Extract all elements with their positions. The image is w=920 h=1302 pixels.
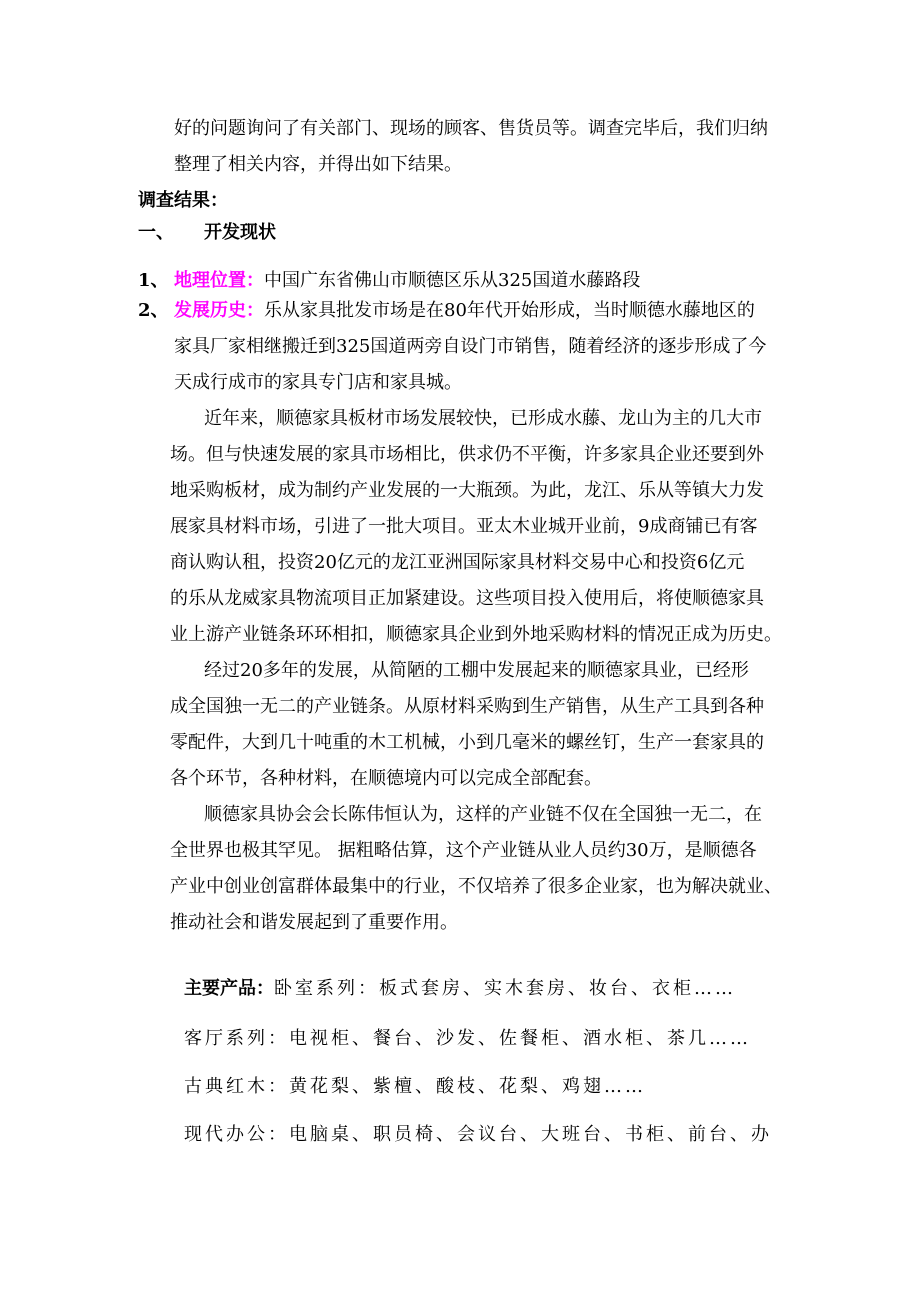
products-line-classic: 古典红木：黄花梨、紫檀、酸枝、花梨、鸡翅…… (184, 1076, 646, 1097)
para-2-line-1: 经过20多年的发展，从简陋的工棚中发展起来的顺德家具业，已经形 (204, 660, 749, 681)
para-3-line-3: 产业中创业创富群体最集中的行业，不仅培养了很多企业家，也为解决就业、 (170, 876, 782, 897)
para-1-line-4: 展家具材料市场，引进了一批大项目。亚太木业城开业前，9成商铺已有客 (170, 516, 758, 537)
item-2-text-1: 乐从家具批发市场是在80年代开始形成，当时顺德水藤地区的 (264, 300, 755, 321)
intro-line-1: 好的问题询问了有关部门、现场的顾客、售货员等。调查完毕后，我们归纳 (174, 118, 768, 139)
item-2-line-2: 家具厂家相继搬迁到325国道两旁自设门市销售，随着经济的逐步形成了今 (174, 336, 767, 357)
para-1-line-6: 的乐从龙威家具物流项目正加紧建设。这些项目投入使用后，将使顺德家具 (170, 588, 764, 609)
products-label: 主要产品： (184, 978, 274, 999)
products-line-office: 现代办公：电脑桌、职员椅、会议台、大班台、书柜、前台、办 (184, 1124, 772, 1145)
products-line-bedroom (184, 974, 736, 1004)
products-line-living: 客厅系列：电视柜、餐台、沙发、佐餐柜、酒水柜、茶几…… (184, 1028, 751, 1049)
para-2-line-2: 成全国独一无二的产业链条。从原材料采购到生产销售，从生产工具到各种 (170, 696, 764, 717)
item-1-number: 1、 (138, 270, 169, 291)
products-bedroom: 卧室系列：板式套房、实木套房、妆台、衣柜…… (274, 978, 736, 999)
para-1-line-5: 商认购认租，投资20亿元的龙江亚洲国际家具材料交易中心和投资6亿元 (170, 552, 745, 573)
section-1-title: 开发现状 (204, 222, 276, 243)
item-1 (174, 266, 640, 296)
item-2-line-1 (174, 296, 755, 326)
item-2-number: 2、 (138, 300, 169, 321)
section-1-number: 一、 (138, 222, 174, 243)
para-3-line-2: 全世界也极其罕见。 据粗略估算，这个产业链从业人员约30万，是顺德各 (170, 840, 757, 861)
item-1-label: 地理位置： (174, 270, 264, 291)
para-1-line-7: 业上游产业链条环环相扣，顺德家具企业到外地采购材料的情况正成为历史。 (170, 624, 782, 645)
para-3-line-1: 顺德家具协会会长陈伟恒认为，这样的产业链不仅在全国独一无二，在 (204, 804, 762, 825)
results-heading: 调查结果： (138, 190, 228, 211)
item-1-text: 中国广东省佛山市顺德区乐从325国道水藤路段 (264, 270, 641, 291)
item-2-label: 发展历史： (174, 300, 264, 321)
item-2-line-3: 天成行成市的家具专门店和家具城。 (174, 372, 462, 393)
intro-line-2: 整理了相关内容，并得出如下结果。 (174, 154, 462, 175)
para-1-line-2: 场。但与快速发展的家具市场相比，供求仍不平衡，许多家具企业还要到外 (170, 444, 764, 465)
para-1-line-3: 地采购板材，成为制约产业发展的一大瓶颈。为此，龙江、乐从等镇大力发 (170, 480, 764, 501)
para-1-line-1: 近年来，顺德家具板材市场发展较快，已形成水藤、龙山为主的几大市 (204, 408, 762, 429)
para-2-line-3: 零配件，大到几十吨重的木工机械，小到几毫米的螺丝钉，生产一套家具的 (170, 732, 764, 753)
para-2-line-4: 各个环节，各种材料，在顺德境内可以完成全部配套。 (170, 768, 602, 789)
para-3-line-4: 推动社会和谐发展起到了重要作用。 (170, 912, 458, 933)
